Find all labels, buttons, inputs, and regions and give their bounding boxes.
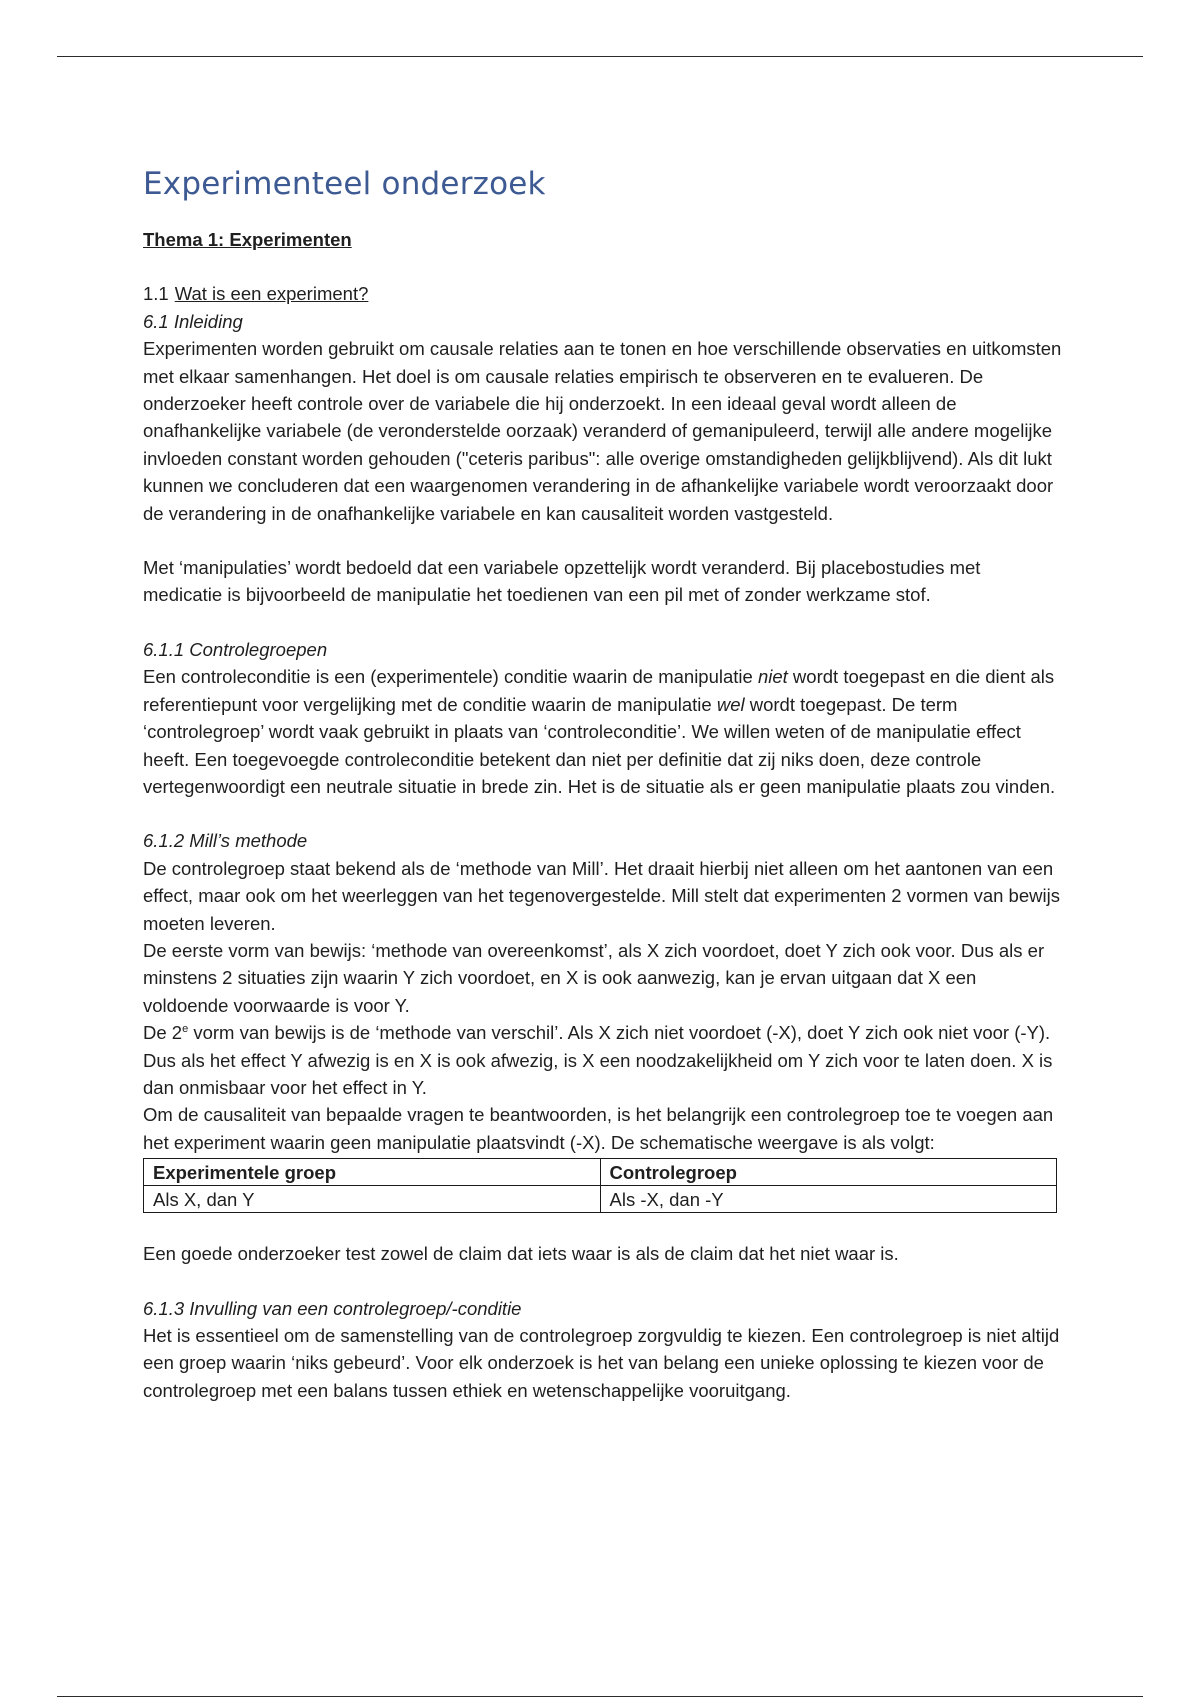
paragraph-overeenkomst: De eerste vorm van bewijs: ‘methode van overeenkomst’, als X zich voordoet, doet Y zich ook voor. Dus als er minstens 2 situaties zijn waarin Y zich voordoet, en X is ook aanwezig, kan je ervan uitgaan dat X een voldoende voorwaarde is voor Y. [143, 939, 1045, 1016]
paragraph-manipulaties: Met ‘manipulaties’ wordt bedoeld dat een variabele opzettelijk wordt veranderd. Bij placebostudies met medicatie is bijvoorbeeld de manipulatie het toedienen van een pil met of zonder werkzame stof. [143, 557, 981, 606]
paragraph-causaliteit: Om de causaliteit van bepaalde vragen te beantwoorden, is het belangrijk een controlegroep toe te voegen aan het experiment waarin geen manipulatie plaatsvindt (-X). De schematische weergave is als volgt: [143, 1104, 1054, 1153]
table-header-row [144, 1159, 1057, 1186]
table-cell: Als X, dan Y [144, 1186, 601, 1213]
emphasis-wel: wel [716, 693, 745, 715]
section-heading-1-1 [143, 280, 1063, 307]
theme-heading: Thema 1: Experimenten [143, 229, 352, 250]
paragraph-goede-onderzoeker: Een goede onderzoeker test zowel de claim dat iets waar is als de claim dat het niet waar is. [143, 1243, 899, 1265]
paragraph-mill-intro: De controlegroep staat bekend als de ‘methode van Mill’. Het draait hierbij niet alleen om het aantonen van een effect, maar ook om het weerleggen van het tegenovergestelde. Mill stelt dat experimenten 2 vormen van bewijs moeten leveren. [143, 857, 1060, 934]
subheading-6-1-3: 6.1.3 Invulling van een controlegroep/-conditie [143, 1297, 522, 1319]
document-title: Experimenteel onderzoek [143, 166, 546, 202]
paragraph-invulling: Het is essentieel om de samenstelling van de controlegroep zorgvuldig te kiezen. Een controlegroep is niet altijd een groep waarin ‘niks gebeurd’. Voor elk onderzoek is het van belang een unieke oplossing te kiezen voor de controlegroep met een balans tussen ethiek en wetenschappelijke vooruitgang. [143, 1325, 1060, 1401]
document-body [143, 164, 1063, 1404]
table-row [144, 1186, 1057, 1213]
section-label: Wat is een experiment? [174, 283, 369, 305]
paragraph-controlegroepen: Een controleconditie is een (experimentele) conditie waarin de manipulatie niet wordt toegepast en die dient als referentiepunt voor vergelijking met de conditie waarin de manipulatie wel wordt toegepast. De term ‘controlegroep’ wordt vaak gebruikt in plaats van ‘controleconditie’. We willen weten of de manipulatie effect heeft. Een toegevoegde controleconditie betekent dan niet per definitie dat zij niks doen, deze controle vertegenwoordigt een neutrale situatie in brede zin. Het is de situatie als er geen manipulatie plaats zou vinden. [143, 666, 1056, 797]
paragraph-inleiding: Experimenten worden gebruikt om causale relaties aan te tonen en hoe verschillende observaties en uitkomsten met elkaar samenhangen. Het doel is om causale relaties empirisch te observeren en te evalueren. De onderzoeker heeft controle over de variabele die hij onderzoekt. In een ideaal geval wordt alleen de onafhankelijke variabele (de veronderstelde oorzaak) veranderd of gemanipuleerd, terwijl alle andere mogelijke invloeden constant worden gehouden ("ceteris paribus": alle overige omstandigheden gelijkblijvend). Als dit lukt kunnen we concluderen dat een waargenomen verandering in de afhankelijke variabele wordt veroorzaakt door de verandering in de onafhankelijke variabele en kan causaliteit worden vastgesteld. [143, 338, 1062, 524]
subheading-6-1-2: 6.1.2 Mill’s methode [143, 830, 308, 852]
subheading-6-1: 6.1 Inleiding [143, 310, 243, 332]
schema-table [143, 1158, 1057, 1213]
emphasis-niet: niet [757, 666, 788, 688]
header-rule [57, 56, 1143, 57]
section-number: 1.1 [143, 283, 169, 305]
subheading-6-1-1: 6.1.1 Controlegroepen [143, 638, 328, 660]
table-header-cell: Experimentele groep [144, 1159, 601, 1186]
table-header-cell: Controlegroep [600, 1159, 1057, 1186]
paragraph-verschil: De 2e vorm van bewijs is de ‘methode van verschil’. Als X zich niet voordoet (-X), doet Y zich ook niet voor (-Y). Dus als het effect Y afwezig is en X is ook afwezig, is X een noodzakelijkheid om Y zich voor te laten doen. X is dan onmisbaar voor het effect in Y. [143, 1022, 1053, 1098]
table-cell: Als -X, dan -Y [600, 1186, 1057, 1213]
footer-rule [57, 1696, 1143, 1697]
